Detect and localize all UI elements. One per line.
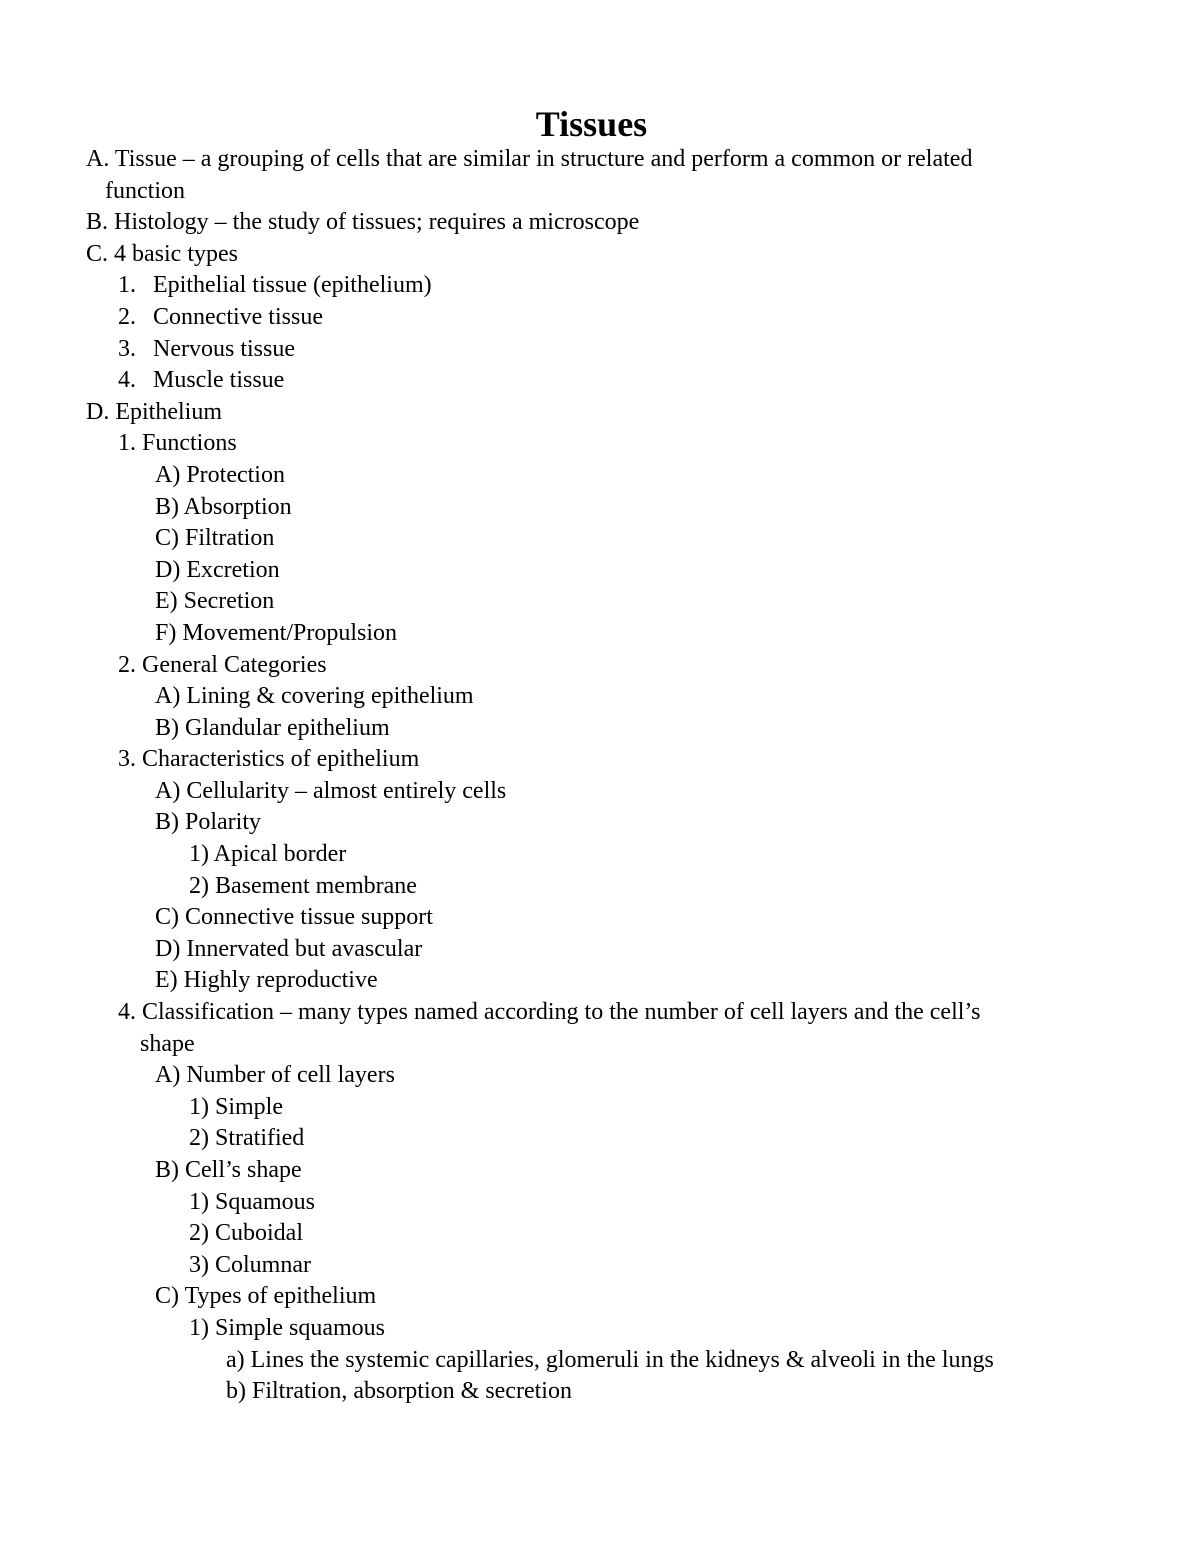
outline-item: B. Histology – the study of tissues; requires a microscope: [86, 209, 640, 236]
outline-item: C) Connective tissue support: [155, 904, 433, 931]
list-number: 2.: [118, 303, 136, 330]
outline-item: 1) Squamous: [189, 1188, 315, 1215]
outline-item: C) Filtration: [155, 525, 275, 552]
outline-item: B) Glandular epithelium: [155, 714, 390, 741]
list-number: 3.: [118, 335, 136, 362]
outline-item: D) Excretion: [155, 556, 280, 583]
outline-item-continuation: function: [105, 177, 185, 204]
outline-item: 2. General Categories: [118, 651, 327, 678]
outline-item: 2) Basement membrane: [189, 872, 417, 899]
list-number: 4.: [118, 367, 136, 394]
outline-item: [0, 302, 1200, 334]
outline-item: 4. Classification – many types named according to the number of cell layers and the cell’s: [118, 999, 981, 1026]
outline-item: E) Highly reproductive: [155, 967, 378, 994]
outline-item: a) Lines the systemic capillaries, glomeruli in the kidneys & alveoli in the lungs: [226, 1346, 994, 1373]
outline-item: D) Innervated but avascular: [155, 935, 423, 962]
outline-item: 1) Apical border: [189, 841, 347, 868]
outline-list: [0, 144, 1200, 1408]
outline-item: [0, 270, 1200, 302]
list-text: Connective tissue: [153, 303, 323, 330]
outline-item: 3. Characteristics of epithelium: [118, 746, 420, 773]
outline-item: C. 4 basic types: [86, 240, 238, 267]
outline-item: [0, 365, 1200, 397]
outline-item: 2) Cuboidal: [189, 1220, 303, 1247]
outline-item: b) Filtration, absorption & secretion: [226, 1378, 572, 1405]
outline-item: A) Cellularity – almost entirely cells: [155, 777, 507, 804]
outline-item: E) Secretion: [155, 588, 275, 615]
list-text: Epithelial tissue (epithelium): [153, 272, 432, 299]
outline-item: 1. Functions: [118, 430, 237, 457]
outline-item: [0, 334, 1200, 366]
outline-item: A) Number of cell layers: [155, 1062, 395, 1089]
outline-item-continuation: shape: [140, 1030, 195, 1057]
list-text: Nervous tissue: [153, 335, 295, 362]
outline-item: F) Movement/Propulsion: [155, 619, 398, 646]
outline-item: 1) Simple squamous: [189, 1314, 385, 1341]
outline-item: A. Tissue – a grouping of cells that are similar in structure and perform a common or related: [86, 146, 973, 172]
list-text: Muscle tissue: [153, 367, 285, 394]
outline-item: 2) Stratified: [189, 1125, 305, 1152]
outline-item: A) Lining & covering epithelium: [155, 683, 474, 710]
outline-item: B) Polarity: [155, 809, 261, 836]
list-number: 1.: [118, 272, 136, 299]
outline-item: C) Types of epithelium: [155, 1283, 377, 1310]
outline-item: A) Protection: [155, 461, 285, 488]
outline-item: B) Cell’s shape: [155, 1157, 302, 1183]
outline-item: 1) Simple: [189, 1093, 283, 1120]
page-title: Tissues: [535, 104, 648, 144]
outline-item: 3) Columnar: [189, 1251, 311, 1278]
outline-item: B) Absorption: [155, 493, 292, 520]
outline-item: D. Epithelium: [86, 398, 222, 425]
